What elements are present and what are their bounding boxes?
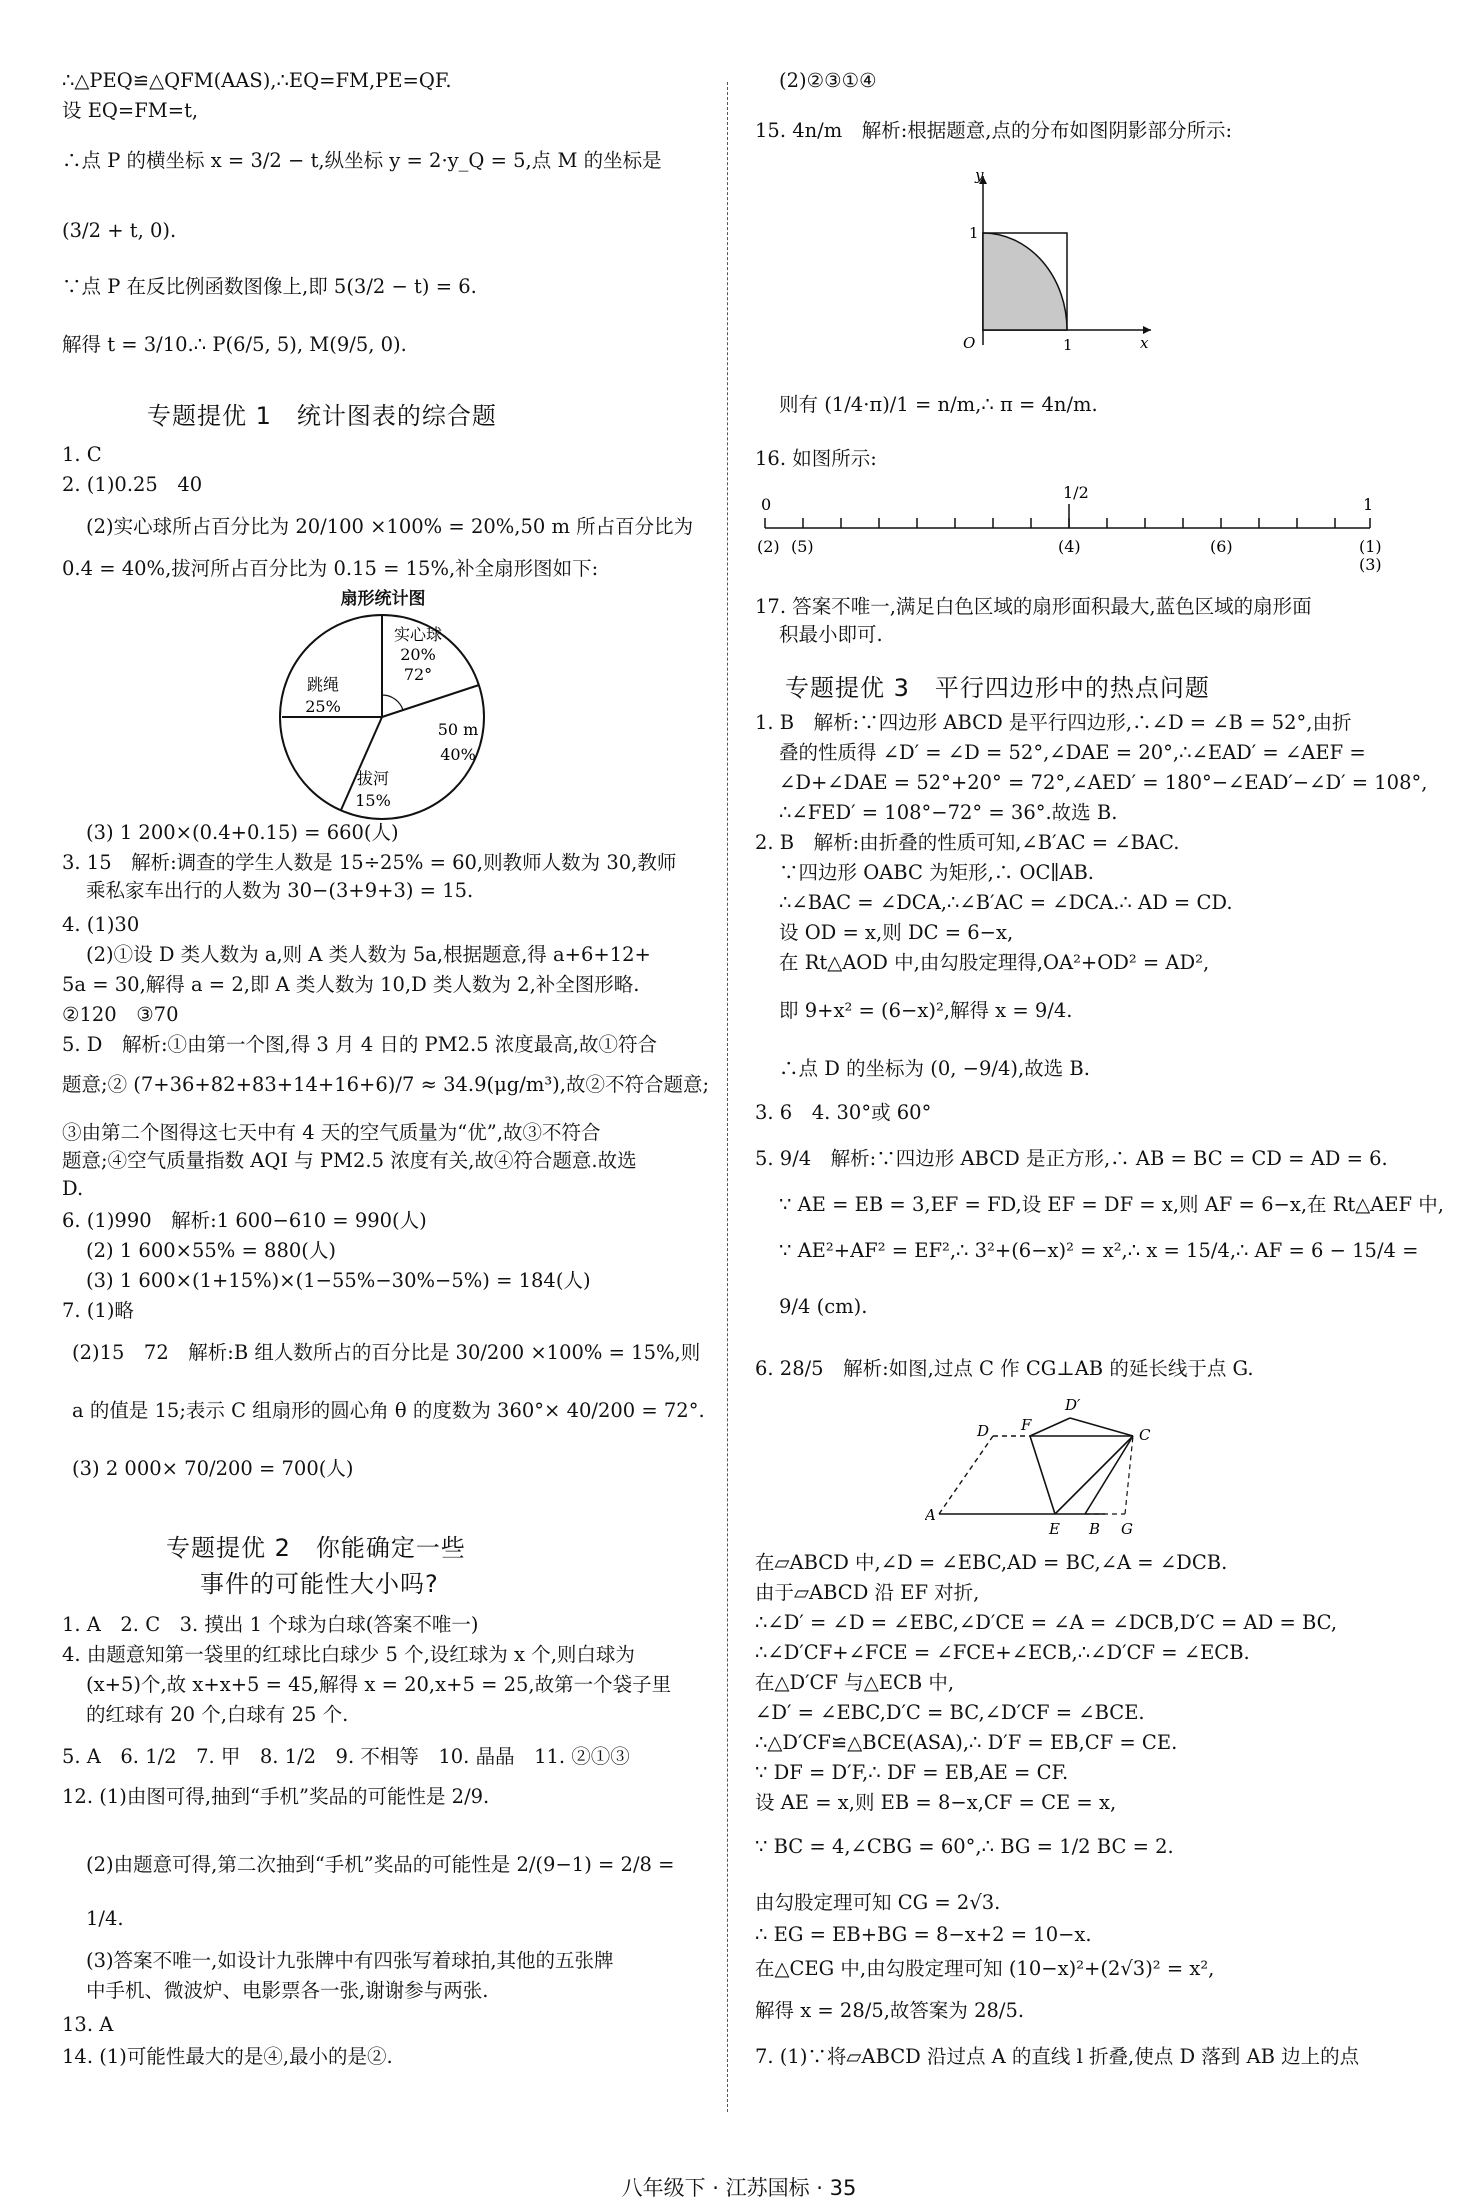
- label-D1: D′: [1065, 1396, 1081, 1414]
- segment-EC: [1055, 1436, 1133, 1514]
- number-line-figure: [755, 470, 1395, 580]
- answer-line: ∴ EG = EB+BG = 8−x+2 = 10−x.: [755, 1923, 1092, 1946]
- answer-line: 5a = 30,解得 a = 2,即 A 类人数为 10,D 类人数为 2,补全图形略.: [62, 973, 640, 996]
- answer-line: 5. 9/4 解析:∵四边形 ABCD 是正方形,∴ AB = BC = CD = AD = 6.: [755, 1147, 1388, 1170]
- segment-FD1: [1030, 1418, 1070, 1436]
- pie-pct-shixinqiu: 20%: [400, 645, 436, 664]
- pie-label-tiaosheng: 跳绳: [306, 675, 340, 694]
- nl-mark-2: (2): [757, 537, 780, 556]
- nl-start: 0: [761, 495, 772, 514]
- label-A: A: [925, 1506, 936, 1524]
- pie-pct-50m: 40%: [440, 745, 476, 764]
- answer-line: (2)由题意可得,第二次抽到“手机”奖品的可能性是 2/(9−1) = 2/8 =: [86, 1853, 675, 1876]
- answer-line: 题意;④空气质量指数 AQI 与 PM2.5 浓度有关,故④符合题意.故选: [62, 1149, 637, 1172]
- section-heading-2: 专题提优 2 你能确定一些: [166, 1534, 466, 1562]
- text-line: ∵点 P 在反比例函数图像上,即 5(3/2 − t) = 6.: [62, 275, 477, 298]
- answer-line: 1. A 2. C 3. 摸出 1 个球为白球(答案不唯一): [62, 1613, 479, 1636]
- answer-line: a 的值是 15;表示 C 组扇形的圆心角 θ 的度数为 360°× 40/200 = 72°.: [72, 1399, 705, 1422]
- answer-line: (2)①设 D 类人数为 a,则 A 类人数为 5a,根据题意,得 a+6+12+: [86, 943, 651, 966]
- label-D: D: [977, 1422, 990, 1440]
- answer-line: (x+5)个,故 x+x+5 = 45,解得 x = 20,x+5 = 25,故第一个袋子里: [86, 1673, 672, 1696]
- answer-line: (3) 2 000× 70/200 = 700(人): [72, 1457, 354, 1480]
- answer-line: 由勾股定理可知 CG = 2√3.: [755, 1891, 1001, 1914]
- answer-line: 由于▱ABCD 沿 EF 对折,: [755, 1581, 980, 1604]
- answer-line: 5. D 解析:①由第一个图,得 3 月 4 日的 PM2.5 浓度最高,故①符合: [62, 1033, 658, 1056]
- column-divider: [727, 82, 728, 2112]
- y-axis-label: y: [975, 170, 984, 184]
- answer-line: (3)答案不唯一,如设计九张牌中有四张写着球拍,其他的五张牌: [86, 1949, 614, 1972]
- number-line-ticks: [765, 518, 1370, 528]
- shaded-quarter-circle: [983, 233, 1067, 330]
- answer-line: ∴点 D 的坐标为 (0, −9/4),故选 B.: [779, 1057, 1090, 1080]
- answer-line: 6. (1)990 解析:1 600−610 = 990(人): [62, 1209, 427, 1232]
- parallelogram-figure: [925, 1390, 1205, 1540]
- pie-pct-bahe: 15%: [355, 791, 391, 810]
- pie-title: 扇形统计图: [340, 589, 426, 609]
- answer-line: 题意;② (7+36+82+83+14+16+6)/7 ≈ 34.9(μg/m³),故②不符合题意;: [62, 1073, 710, 1096]
- segment-AD: [939, 1436, 993, 1514]
- pie-svg: [268, 610, 498, 825]
- answer-line: ②120 ③70: [62, 1003, 179, 1026]
- nl-end: 1: [1363, 495, 1374, 514]
- answer-line: 即 9+x² = (6−x)²,解得 x = 9/4.: [779, 999, 1073, 1022]
- section-heading-2-line2: 事件的可能性大小吗?: [200, 1570, 439, 1598]
- nl-mark-1: (1): [1359, 537, 1382, 556]
- nl-mark-5: (5): [791, 537, 814, 556]
- answer-line: 16. 如图所示:: [755, 447, 877, 470]
- label-C: C: [1139, 1426, 1151, 1444]
- nl-mark-4: (4): [1058, 537, 1081, 556]
- answer-line: 设 OD = x,则 DC = 6−x,: [779, 921, 1014, 944]
- answer-line: ∵ AE = EB = 3,EF = FD,设 EF = DF = x,则 AF = 6−x,在 Rt△AEF 中,: [779, 1193, 1444, 1216]
- answer-line: 3. 6 4. 30°或 60°: [755, 1101, 932, 1124]
- label-F: F: [1021, 1416, 1032, 1434]
- answer-line: ∴∠D′ = ∠D = ∠EBC,∠D′CE = ∠A = ∠DCB,D′C = AD = BC,: [755, 1611, 1338, 1634]
- nl-mark-3: (3): [1359, 555, 1382, 574]
- answer-line: 1. B 解析:∵四边形 ABCD 是平行四边形,∴∠D = ∠B = 52°,由折: [755, 711, 1352, 734]
- answer-line: (2)实心球所占百分比为 20/100 ×100% = 20%,50 m 所占百分比为: [86, 515, 694, 538]
- pie-pct-tiaosheng: 25%: [305, 697, 341, 716]
- text-line: 解得 t = 3/10.∴ P(6/5, 5), M(9/5, 0).: [62, 333, 407, 356]
- answer-line: ∴∠BAC = ∠DCA,∴∠B′AC = ∠DCA.∴ AD = CD.: [779, 891, 1233, 914]
- answer-line: (2) 1 600×55% = 880(人): [86, 1239, 336, 1262]
- quarter-circle-figure: [955, 170, 1155, 370]
- answer-line: ∵ AE²+AF² = EF²,∴ 3²+(6−x)² = x²,∴ x = 15/4,∴ AF = 6 − 15/4 =: [779, 1239, 1419, 1262]
- answer-line: 9/4 (cm).: [779, 1295, 868, 1318]
- page-footer: 八年级下 · 江苏国标 · 35: [621, 2176, 857, 2200]
- section-heading-3: 专题提优 3 平行四边形中的热点问题: [785, 674, 1210, 702]
- x-axis-arrow: [1143, 326, 1151, 334]
- answer-line: 4. (1)30: [62, 913, 140, 936]
- pie-label-bahe: 拔河: [356, 769, 390, 788]
- pie-angle-arc: [382, 695, 403, 710]
- answer-line: ∵四边形 OABC 为矩形,∴ OC∥AB.: [779, 861, 1094, 884]
- pie-label-50m: 50 m: [437, 720, 479, 739]
- answer-line: ③由第二个图得这七天中有 4 天的空气质量为“优”,故③不符合: [62, 1121, 601, 1144]
- label-G: G: [1121, 1520, 1133, 1538]
- answer-line: 在 Rt△AOD 中,由勾股定理得,OA²+OD² = AD²,: [779, 951, 1210, 974]
- answer-line: 在△CEG 中,由勾股定理可知 (10−x)²+(2√3)² = x²,: [755, 1957, 1215, 1980]
- answer-line: 在△D′CF 与△ECB 中,: [755, 1671, 955, 1694]
- answer-line: 2. (1)0.25 40: [62, 473, 203, 496]
- y-one-label: 1: [969, 224, 979, 242]
- pie-angle-label: 72°: [403, 665, 433, 684]
- text-line: 设 EQ=FM=t,: [62, 99, 199, 122]
- answer-line: 1. C: [62, 443, 102, 466]
- answer-line: 叠的性质得 ∠D′ = ∠D = 52°,∠DAE = 20°,∴∠EAD′ = ∠AEF =: [779, 741, 1366, 764]
- answer-line: D.: [62, 1177, 84, 1200]
- label-E: E: [1049, 1520, 1060, 1538]
- answer-line: ∴∠FED′ = 108°−72° = 36°.故选 B.: [779, 801, 1118, 824]
- answer-line: 在▱ABCD 中,∠D = ∠EBC,AD = BC,∠A = ∠DCB.: [755, 1551, 1228, 1574]
- answer-line: 积最小即可.: [779, 623, 883, 646]
- answer-line: 3. 15 解析:调查的学生人数是 15÷25% = 60,则教师人数为 30,教师: [62, 851, 677, 874]
- section-heading-1: 专题提优 1 统计图表的综合题: [147, 402, 497, 430]
- answer-line: 0.4 = 40%,拔河所占百分比为 0.15 = 15%,补全扇形图如下:: [62, 557, 599, 580]
- answer-line: (3) 1 200×(0.4+0.15) = 660(人): [86, 821, 399, 844]
- answer-line: ∵ DF = D′F,∴ DF = EB,AE = CF.: [755, 1761, 1069, 1784]
- answer-line: ∴∠D′CF+∠FCE = ∠FCE+∠ECB,∴∠D′CF = ∠ECB.: [755, 1641, 1250, 1664]
- answer-line: 1/4.: [86, 1907, 124, 1930]
- answer-line: 中手机、微波炉、电影票各一张,谢谢参与两张.: [86, 1979, 489, 2002]
- label-B: B: [1089, 1520, 1101, 1538]
- segment-FE: [1030, 1436, 1055, 1514]
- x-axis-label: x: [1140, 334, 1149, 352]
- pie-chart: [268, 584, 498, 824]
- text-line: ∴△PEQ≌△QFM(AAS),∴EQ=FM,PE=QF.: [62, 69, 452, 92]
- nl-mark-6: (6): [1210, 537, 1233, 556]
- answer-line: 6. 28/5 解析:如图,过点 C 作 CG⊥AB 的延长线于点 G.: [755, 1357, 1254, 1380]
- answer-line: ∴△D′CF≌△BCE(ASA),∴ D′F = EB,CF = CE.: [755, 1731, 1178, 1754]
- answer-line: ∵ BC = 4,∠CBG = 60°,∴ BG = 1/2 BC = 2.: [755, 1835, 1174, 1858]
- segment-D1C: [1070, 1418, 1133, 1436]
- answer-line: (3) 1 600×(1+15%)×(1−55%−30%−5%) = 184(人): [86, 1269, 591, 1292]
- answer-line: 则有 (1/4·π)/1 = n/m,∴ π = 4n/m.: [779, 393, 1098, 416]
- answer-line: 5. A 6. 1/2 7. 甲 8. 1/2 9. 不相等 10. 晶晶 11. ②①③: [62, 1745, 630, 1768]
- origin-label: O: [963, 334, 976, 352]
- answer-line: 12. (1)由图可得,抽到“手机”奖品的可能性是 2/9.: [62, 1785, 490, 1808]
- answer-line: 15. 4n/m 解析:根据题意,点的分布如图阴影部分所示:: [755, 119, 1233, 142]
- answer-line: 设 AE = x,则 EB = 8−x,CF = CE = x,: [755, 1791, 1117, 1814]
- answer-line: ∠D′ = ∠EBC,D′C = BC,∠D′CF = ∠BCE.: [755, 1701, 1145, 1724]
- answer-line: 的红球有 20 个,白球有 25 个.: [86, 1703, 349, 1726]
- answer-line: 17. 答案不唯一,满足白色区域的扇形面积最大,蓝色区域的扇形面: [755, 595, 1312, 618]
- answer-line: 7. (1)∵将▱ABCD 沿过点 A 的直线 l 折叠,使点 D 落到 AB 边上的点: [755, 2045, 1360, 2068]
- answer-line: 2. B 解析:由折叠的性质可知,∠B′AC = ∠BAC.: [755, 831, 1180, 854]
- answer-line: 14. (1)可能性最大的是④,最小的是②.: [62, 2045, 393, 2068]
- text-line: ∴点 P 的横坐标 x = 3/2 − t,纵坐标 y = 2·y_Q = 5,点 M 的坐标是: [62, 149, 662, 172]
- answer-line: (2)15 72 解析:B 组人数所占的百分比是 30/200 ×100% = 15%,则: [72, 1341, 701, 1364]
- answer-line: 4. 由题意知第一袋里的红球比白球少 5 个,设红球为 x 个,则白球为: [62, 1643, 635, 1666]
- nl-mid: 1/2: [1063, 483, 1089, 502]
- answer-line: ∠D+∠DAE = 52°+20° = 72°,∠AED′ = 180°−∠EAD′−∠D′ = 108°,: [779, 771, 1428, 794]
- answer-line: 乘私家车出行的人数为 30−(3+9+3) = 15.: [86, 879, 474, 902]
- answer-line: 7. (1)略: [62, 1299, 134, 1322]
- answer-line: 13. A: [62, 2013, 114, 2036]
- answer-line: 解得 x = 28/5,故答案为 28/5.: [755, 1999, 1025, 2022]
- answer-line: (2)②③①④: [779, 69, 877, 92]
- pie-label-shixinqiu: 实心球: [393, 625, 443, 644]
- text-line: (3/2 + t, 0).: [62, 219, 177, 242]
- x-one-label: 1: [1063, 336, 1073, 354]
